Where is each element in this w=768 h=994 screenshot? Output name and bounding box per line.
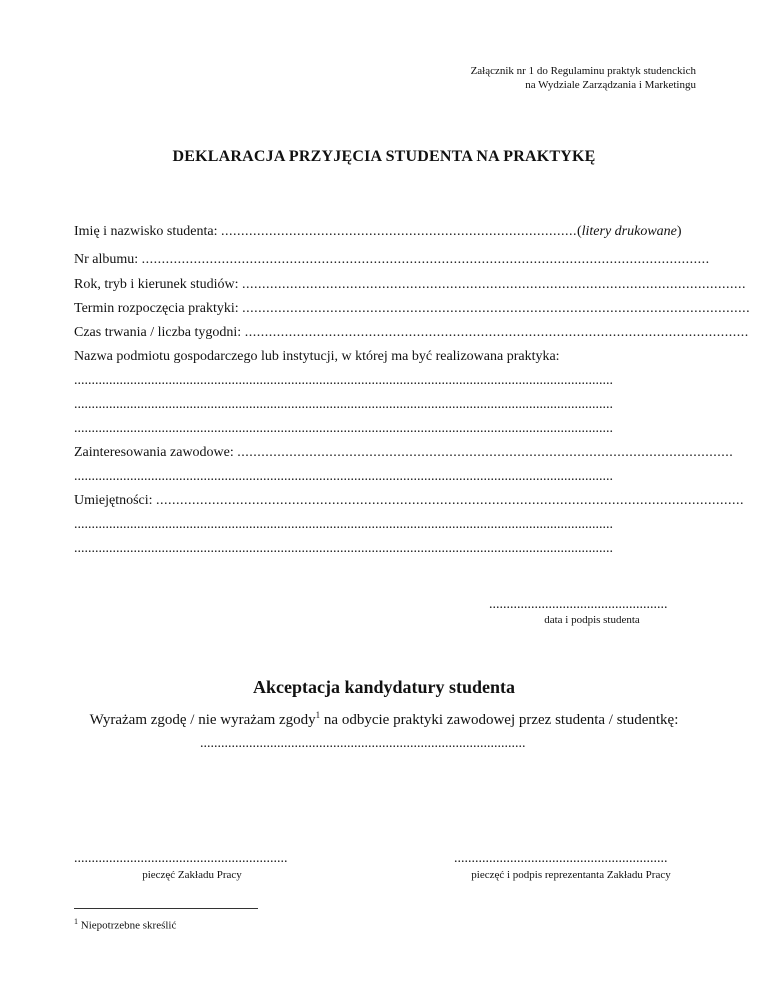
header-line-1: Załącznik nr 1 do Regulaminu praktyk studenckich bbox=[470, 65, 696, 77]
student-signature-line: ................................................... bbox=[489, 597, 668, 612]
fill-dots: ............................................................................................................................ bbox=[237, 445, 734, 460]
field-study-info bbox=[74, 276, 746, 294]
fill-line: .......................................................................................................................................................... bbox=[74, 397, 613, 412]
field-suffix: (litery drukowane) bbox=[576, 224, 682, 239]
field-album-number bbox=[74, 251, 710, 269]
fill-line: .......................................................................................................................................................... bbox=[74, 421, 613, 436]
consent-statement: Wyrażam zgodę / nie wyrażam zgody$^1$ na odbycie praktyki zawodowej przez studenta / studentkę: bbox=[89, 710, 679, 728]
header-line-2: na Wydziale Zarządzania i Marketingu bbox=[525, 79, 696, 91]
footnote-ref: 1 bbox=[315, 710, 321, 720]
fill-dots: ................................................................................................................................................... bbox=[156, 493, 745, 508]
representative-signature-caption: pieczęć i podpis reprezentanta Zakładu Pracy bbox=[471, 869, 671, 881]
field-label: Termin rozpoczęcia praktyki: bbox=[74, 301, 239, 316]
fill-line: .......................................................................................................................................................... bbox=[74, 469, 613, 484]
field-student-name bbox=[74, 223, 694, 241]
field-start-date bbox=[74, 300, 751, 318]
footnote-divider bbox=[74, 908, 258, 909]
field-label: Rok, tryb i kierunek studiów: bbox=[74, 277, 239, 292]
fill-dots: .............................................................................................................................................. bbox=[141, 252, 710, 267]
field-label: Nr albumu: bbox=[74, 252, 139, 267]
field-skills bbox=[74, 492, 745, 510]
field-label: Umiejętności: bbox=[74, 493, 153, 508]
fill-line: .......................................................................................................................................................... bbox=[74, 373, 613, 388]
student-name-line: ............................................................................................. bbox=[200, 736, 526, 751]
representative-signature-line: ............................................................. bbox=[454, 851, 668, 866]
field-label: Czas trwania / liczba tygodni: bbox=[74, 325, 242, 340]
fill-dots: .............................................................................................................................. bbox=[242, 277, 746, 292]
field-duration bbox=[74, 324, 749, 342]
student-signature-caption: data i podpis studenta bbox=[544, 614, 640, 626]
company-stamp-line: ............................................................. bbox=[74, 851, 288, 866]
fill-dots: ............................................................................................................................... bbox=[242, 301, 751, 316]
field-label: Zainteresowania zawodowe: bbox=[74, 445, 234, 460]
fill-dots: .............................................................................................................................. bbox=[244, 325, 749, 340]
field-label: Nazwa podmiotu gospodarczego lub instytucji, w której ma być realizowana praktyka: bbox=[74, 349, 560, 364]
field-company-name bbox=[74, 348, 694, 366]
footnote: $^1$ Niepotrzebne skreślić bbox=[74, 917, 177, 932]
company-stamp-caption: pieczęć Zakładu Pracy bbox=[142, 869, 242, 881]
field-interests bbox=[74, 444, 734, 462]
document-header bbox=[471, 64, 696, 92]
fill-line: .......................................................................................................................................................... bbox=[74, 541, 613, 556]
acceptance-title: Akceptacja kandydatury studenta bbox=[252, 677, 516, 697]
fill-dots: ......................................................................................... bbox=[220, 224, 577, 239]
fill-line: .......................................................................................................................................................... bbox=[74, 517, 613, 532]
document-title: DEKLARACJA PRZYJĘCIA STUDENTA NA PRAKTYKĘ bbox=[172, 148, 596, 165]
field-label: Imię i nazwisko studenta: bbox=[74, 224, 218, 239]
